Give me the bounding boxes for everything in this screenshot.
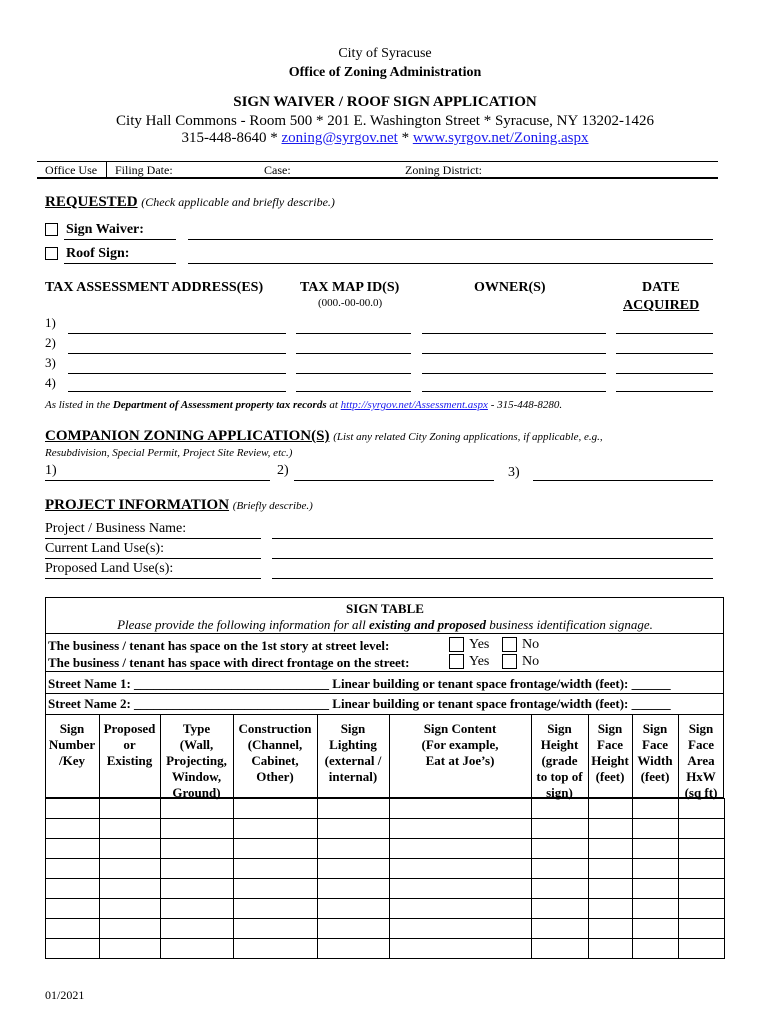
footer-date: 01/2021	[45, 988, 85, 1002]
col-face-height: Sign Face Height (feet)	[591, 721, 629, 784]
table-cell[interactable]	[390, 799, 532, 819]
project-name-label: Project / Business Name:	[45, 521, 187, 536]
table-cell[interactable]	[161, 819, 234, 839]
col-date-header-1: DATE	[642, 280, 680, 295]
table-row	[46, 799, 725, 819]
table-cell[interactable]	[100, 819, 161, 839]
table-cell[interactable]	[161, 939, 234, 959]
tax-date-input-2[interactable]	[616, 353, 713, 354]
table-row	[46, 899, 725, 919]
companion-title: COMPANION ZONING APPLICATION(S)	[45, 428, 330, 444]
table-cell[interactable]	[532, 899, 589, 919]
tax-map-input-2[interactable]	[296, 353, 411, 354]
street-name-2-row: Street Name 2: ______________________________ Linear building or tenant space frontage/width (feet): ______	[48, 696, 671, 711]
table-cell[interactable]	[589, 839, 633, 859]
proposed-use-label-rule	[45, 578, 261, 579]
project-hint: (Briefly describe.)	[232, 500, 313, 512]
table-cell[interactable]	[161, 839, 234, 859]
table-cell[interactable]	[46, 919, 100, 939]
project-name-label-rule	[45, 538, 261, 539]
table-cell[interactable]	[633, 819, 679, 839]
col-construction: Construction (Channel, Cabinet, Other)	[238, 721, 312, 784]
table-cell[interactable]	[234, 939, 318, 959]
q2-no-option[interactable]	[502, 654, 539, 670]
tax-owner-input-4[interactable]	[422, 391, 606, 392]
table-cell[interactable]	[46, 899, 100, 919]
companion-num-2: 2)	[277, 463, 289, 478]
table-cell[interactable]	[318, 819, 390, 839]
table-cell[interactable]	[318, 799, 390, 819]
companion-num-3: 3)	[508, 465, 520, 480]
table-cell[interactable]	[390, 939, 532, 959]
table-cell[interactable]	[589, 899, 633, 919]
tax-date-input-4[interactable]	[616, 391, 713, 392]
roof-sign-label-rule	[64, 263, 176, 264]
table-cell[interactable]	[318, 879, 390, 899]
table-cell[interactable]	[589, 879, 633, 899]
q1-no-label: No	[522, 637, 540, 652]
note-bold: Department of Assessment property tax records	[112, 399, 327, 411]
tax-address-input-2[interactable]	[68, 353, 286, 354]
office-use-label: Office Use	[45, 163, 98, 177]
table-cell[interactable]	[161, 919, 234, 939]
table-cell[interactable]	[318, 899, 390, 919]
contact-line	[0, 130, 770, 147]
filing-date-label: Filing Date:	[115, 163, 173, 177]
subtitle-post: business identification signage.	[486, 617, 653, 632]
table-cell[interactable]	[318, 939, 390, 959]
table-cell[interactable]	[532, 939, 589, 959]
assessment-note	[45, 399, 562, 411]
table-cell[interactable]	[318, 859, 390, 879]
table-cell[interactable]	[589, 819, 633, 839]
project-name-input[interactable]	[272, 538, 713, 539]
table-cell[interactable]	[633, 939, 679, 959]
project-title: PROJECT INFORMATION	[45, 497, 230, 513]
table-cell[interactable]	[100, 879, 161, 899]
table-cell[interactable]	[532, 879, 589, 899]
tax-address-input-3[interactable]	[68, 373, 286, 374]
phone: 315-448-8640 *	[181, 130, 282, 146]
tax-date-input-1[interactable]	[616, 333, 713, 334]
table-row	[46, 919, 725, 939]
companion-hint-2: Resubdivision, Special Permit, Project Site Review, etc.)	[45, 447, 293, 459]
tax-date-input-3[interactable]	[616, 373, 713, 374]
table-cell[interactable]	[679, 819, 725, 839]
table-cell[interactable]	[46, 799, 100, 819]
zoning-district-label: Zoning District:	[405, 163, 482, 177]
table-cell[interactable]	[633, 839, 679, 859]
table-cell[interactable]	[318, 839, 390, 859]
table-cell[interactable]	[390, 899, 532, 919]
requested-hint: (Check applicable and briefly describe.)	[141, 195, 335, 209]
table-cell[interactable]	[100, 839, 161, 859]
requested-title: REQUESTED	[45, 194, 138, 210]
table-cell[interactable]	[234, 859, 318, 879]
companion-input-1[interactable]	[45, 480, 270, 481]
roof-sign-checkbox[interactable]	[45, 247, 58, 260]
current-use-input[interactable]	[272, 558, 713, 559]
q2-yes-option[interactable]	[449, 654, 489, 670]
col-map-hint: (000.-00-00.0)	[318, 297, 383, 309]
office-use-divider	[106, 162, 107, 178]
table-cell[interactable]	[100, 799, 161, 819]
q2-no-checkbox[interactable]	[502, 654, 517, 669]
case-label: Case:	[264, 163, 291, 177]
col-address-header: TAX ASSESSMENT ADDRESS(ES)	[45, 280, 264, 295]
col-lighting: Sign Lighting (external / internal)	[324, 721, 382, 784]
table-cell[interactable]	[46, 879, 100, 899]
table-cell[interactable]	[679, 859, 725, 879]
table-cell[interactable]	[633, 899, 679, 919]
tax-owner-input-3[interactable]	[422, 373, 606, 374]
table-cell[interactable]	[390, 919, 532, 939]
sign-waiver-label-rule	[64, 239, 176, 240]
sign-waiver-label: Sign Waiver:	[66, 222, 144, 237]
question-2: The business / tenant has space with direct frontage on the street:	[48, 655, 410, 670]
table-cell[interactable]	[390, 859, 532, 879]
table-cell[interactable]	[234, 839, 318, 859]
questions-rule	[45, 671, 724, 672]
table-cell[interactable]	[679, 879, 725, 899]
col-sign-height: Sign Height (grade to top of sign)	[536, 721, 583, 800]
companion-num-1: 1)	[45, 463, 57, 478]
office-address: City Hall Commons - Room 500 * 201 E. Washington Street * Syracuse, NY 13202-1426	[116, 113, 654, 129]
table-cell[interactable]	[390, 839, 532, 859]
city-name: City of Syracuse	[338, 46, 432, 61]
office-name: Office of Zoning Administration	[288, 65, 482, 80]
companion-input-3[interactable]	[533, 480, 713, 481]
table-cell[interactable]	[318, 919, 390, 939]
question-1: The business / tenant has space on the 1st story at street level:	[48, 638, 390, 653]
table-cell[interactable]	[161, 879, 234, 899]
table-cell[interactable]	[234, 879, 318, 899]
table-cell[interactable]	[532, 819, 589, 839]
proposed-use-input[interactable]	[272, 578, 713, 579]
note-post: - 315-448-8280.	[487, 399, 563, 411]
table-cell[interactable]	[532, 859, 589, 879]
col-type: Type (Wall, Projecting, Window, Ground)	[166, 721, 227, 800]
sign-table-subtitle	[0, 617, 770, 633]
table-cell[interactable]	[234, 899, 318, 919]
tax-map-input-1[interactable]	[296, 333, 411, 334]
sign-table-grid	[45, 798, 725, 959]
table-cell[interactable]	[100, 899, 161, 919]
table-cell[interactable]	[46, 939, 100, 959]
subtitle-pre: Please provide the following information for all	[117, 617, 370, 632]
table-cell[interactable]	[234, 819, 318, 839]
assessment-link[interactable]: http://syrgov.net/Assessment.aspx	[340, 399, 488, 411]
table-cell[interactable]	[589, 859, 633, 879]
sign-table-title: SIGN TABLE	[346, 601, 424, 616]
table-cell[interactable]	[532, 799, 589, 819]
roof-sign-row	[45, 246, 129, 262]
table-cell[interactable]	[161, 899, 234, 919]
q1-yes-option[interactable]	[449, 637, 489, 653]
table-cell[interactable]	[589, 939, 633, 959]
form-title: SIGN WAIVER / ROOF SIGN APPLICATION	[233, 94, 537, 110]
q2-yes-label: Yes	[469, 654, 490, 669]
table-cell[interactable]	[46, 839, 100, 859]
col-sign-content: Sign Content (For example, Eat at Joe’s)	[421, 721, 499, 768]
companion-hint-1: (List any related City Zoning applications, if applicable, e.g.,	[333, 431, 603, 443]
tax-map-input-4[interactable]	[296, 391, 411, 392]
tax-address-input-1[interactable]	[68, 333, 286, 334]
col-date-header-2: ACQUIRED	[623, 298, 700, 313]
col-proposed-existing: Proposed or Existing	[103, 721, 156, 768]
q1-yes-label: Yes	[469, 637, 490, 652]
table-cell[interactable]	[633, 799, 679, 819]
tax-row-num-1: 1)	[45, 315, 56, 330]
table-cell[interactable]	[679, 799, 725, 819]
q2-no-label: No	[522, 654, 540, 669]
street-2-rule	[45, 714, 724, 715]
col-owner-header: OWNER(S)	[474, 280, 546, 295]
tax-row-num-3: 3)	[45, 355, 56, 370]
note-mid: at	[326, 399, 341, 411]
q1-yes-checkbox[interactable]	[449, 637, 464, 652]
tax-map-input-3[interactable]	[296, 373, 411, 374]
table-cell[interactable]	[161, 859, 234, 879]
proposed-use-label: Proposed Land Use(s):	[45, 561, 174, 576]
table-row	[46, 819, 725, 839]
table-cell[interactable]	[532, 839, 589, 859]
col-sign-number: Sign Number /Key	[48, 721, 96, 768]
table-cell[interactable]	[532, 919, 589, 939]
table-cell[interactable]	[679, 919, 725, 939]
table-cell[interactable]	[100, 919, 161, 939]
roof-sign-input[interactable]	[188, 263, 713, 264]
office-use-top-rule	[37, 161, 718, 162]
table-cell[interactable]	[46, 859, 100, 879]
col-face-width: Sign Face Width (feet)	[637, 721, 673, 784]
sign-waiver-checkbox[interactable]	[45, 223, 58, 236]
col-face-area: Sign Face Area HxW (sq ft)	[684, 721, 718, 800]
separator: *	[397, 130, 413, 146]
q2-yes-checkbox[interactable]	[449, 654, 464, 669]
table-cell[interactable]	[589, 919, 633, 939]
current-use-label: Current Land Use(s):	[45, 541, 164, 556]
q1-no-option[interactable]	[502, 637, 539, 653]
table-cell[interactable]	[234, 799, 318, 819]
table-cell[interactable]	[390, 819, 532, 839]
table-row	[46, 859, 725, 879]
subtitle-bold: existing and proposed	[369, 617, 487, 632]
table-cell[interactable]	[633, 879, 679, 899]
requested-heading	[45, 194, 335, 211]
table-cell[interactable]	[46, 819, 100, 839]
companion-input-2[interactable]	[294, 480, 494, 481]
table-cell[interactable]	[589, 799, 633, 819]
note-pre: As listed in the	[45, 399, 113, 411]
table-row	[46, 939, 725, 959]
table-cell[interactable]	[390, 879, 532, 899]
street-1-rule	[45, 693, 724, 694]
table-cell[interactable]	[161, 799, 234, 819]
tax-address-input-4[interactable]	[68, 391, 286, 392]
street-name-1-row: Street Name 1: ______________________________ Linear building or tenant space frontage/width (feet): ______	[48, 676, 671, 691]
sign-waiver-input[interactable]	[188, 239, 713, 240]
tax-owner-input-1[interactable]	[422, 333, 606, 334]
website-link[interactable]: www.syrgov.net/Zoning.aspx	[412, 130, 589, 146]
table-cell[interactable]	[100, 939, 161, 959]
email-link[interactable]: zoning@syrgov.net	[281, 130, 398, 146]
q1-no-checkbox[interactable]	[502, 637, 517, 652]
table-cell[interactable]	[633, 919, 679, 939]
col-map-header: TAX MAP ID(S)	[300, 280, 400, 295]
table-row	[46, 879, 725, 899]
table-cell[interactable]	[679, 839, 725, 859]
project-heading	[45, 497, 313, 514]
subtitle-rule	[45, 633, 724, 634]
sign-waiver-row	[45, 222, 144, 238]
tax-owner-input-2[interactable]	[422, 353, 606, 354]
tax-row-num-2: 2)	[45, 335, 56, 350]
table-cell[interactable]	[100, 859, 161, 879]
table-row	[46, 839, 725, 859]
table-cell[interactable]	[633, 859, 679, 879]
table-cell[interactable]	[234, 919, 318, 939]
table-cell[interactable]	[679, 899, 725, 919]
companion-heading	[45, 428, 603, 445]
tax-row-num-4: 4)	[45, 375, 56, 390]
roof-sign-label: Roof Sign:	[66, 246, 130, 261]
table-cell[interactable]	[679, 939, 725, 959]
current-use-label-rule	[45, 558, 261, 559]
